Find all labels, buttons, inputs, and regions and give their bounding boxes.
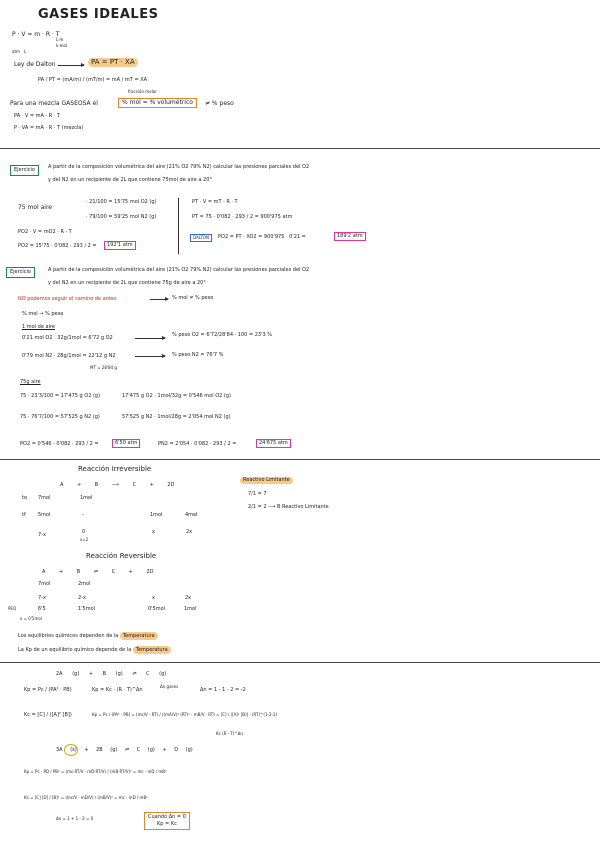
ex1-o2: · 21/100 = 15'75 mol O2 (g) [86,199,157,205]
eq2-box-line1: Cuando Δn = 0 [148,814,186,820]
rev-r2-c: x [152,595,155,601]
reversible-equation: A + B ⇌ C + 2D [42,569,154,575]
rev-r3-c: 0'5mol [148,606,166,612]
exercise2-statement-line1: A partir de la composición volumétrica del aire (21% O2 79% N2) calcular las presiones parciales del O2 [48,267,310,273]
mixture-after: ≠ % peso [205,100,234,107]
page-title: GASES IDEALES [38,7,159,22]
ex2-p-o2: PO2 = 0'546 · 0'082 · 293 / 2 = [20,441,99,447]
rev-r2-a: 7-x [38,595,46,601]
irrev-x: x=2 [80,537,89,542]
eq1-kc: Kc = [C] / ([A]² [B]) [24,712,72,718]
warning: NO podemos seguir el camino de antes [18,296,117,302]
eq2-kc: Kc = [C] [D] / [B]² = (mc/V · mD/V) / (mB/V)² = mc · mD / mB² [24,795,148,800]
ex2-p-o2-result: 6'50 atm [112,439,140,448]
limiting-title: Reactivo Limitante [240,477,293,484]
rev-r2-b: 2-x [78,595,86,601]
reversible-title: Reacción Reversible [86,552,157,560]
arrow [150,299,168,300]
eq1-kp2: Kp = Kc · (R · T)^Δn [92,687,143,693]
dalton-tag: DALTON [190,234,212,242]
irrev-to-b: 1mol [80,495,93,501]
irreversible-equation: A + B ⟶ C + 2D [60,482,175,488]
note2 [18,648,171,653]
unit-lmol: L·m [56,37,64,42]
ex2-p-n2: PN2 = 2'054 · 0'082 · 293 / 2 = [158,441,237,447]
note1 [18,634,158,639]
unit-atm: atm [12,49,20,54]
rev-r2-d: 2x [185,595,192,601]
limiting-l2: 2/1 = 2 ⟶ B Reactivo Limitante [248,504,329,510]
ex1-air: 75 mol aire [18,204,53,211]
eq1-kp-expand: Kp = Pc / (PA² · PB) = (mc/V · RT) / ((mA/V)² (RT)² · mB/V · RT) = [C] / ([A]² [B]) · (RT)^(1-2-1) [92,712,278,717]
ex1-dalton-formula: PO2 = PT · XO2 = 900'975 · 0'21 = [218,234,306,240]
mixture-boxed: % mol = % volumétrico [118,98,197,108]
irrev-r3-b: 0 [82,529,86,535]
unit-k: k·mol [56,43,68,48]
eq2-dn: Δn = 1 + 1 - 2 = 0 [56,816,94,821]
arrow [58,65,84,66]
peq-label: PEQ [8,606,17,611]
ex1-dalton-result: 189'2 atm [334,232,366,241]
divider [0,148,600,149]
ex2-o2-result: % peso O2 = 6'72/28'84 · 100 = 23'3 % [172,332,272,338]
unit-l: L [24,49,27,54]
exercise1-statement-line1: A partir de la composición volumétrica del aire (21% O2 79% N2) calcular las presiones parciales del O2 [48,164,310,170]
dalton-ratio: PA / PT = (mA/m) / (mT/m) = mA / mT = XA [38,77,148,83]
dalton-label: Ley de Dalton [14,61,56,68]
ex2-p-n2-result: 24'675 atm [256,439,291,448]
ideal-gas-equation: P · V = m · R · T [12,31,60,38]
exercise-label: Ejercicio [10,165,39,176]
irrev-tf-a: 5mol [38,512,51,518]
ex1-eq: PO2 · V = mO2 · R · T [18,229,72,235]
ex2-calc-o2: 75 · 23'3/100 = 17'475 g O2 (g) [20,393,101,399]
eq2-kp: Kp = Pc · PD / PB² = (mc·RT/V · mD·RT/V) / (mB·RT/V)² = mc · mD / mB² [24,769,167,774]
irrev-to-a: 7mol [38,495,51,501]
ex2-o2-line: 0'21 mol O2 · 32g/1mol = 6'72 g O2 [22,335,113,341]
eq1-kp2-note: Δn gases [160,684,179,689]
irrev-r3-c: x [152,529,155,535]
ex1-total-eq: PT · V = mT · R · T [192,199,238,205]
arrow [135,356,165,357]
rev-x-note: x = 0'5mol [20,616,42,621]
rev-r3-b: 1'5mol [78,606,96,612]
exercise2-statement-line2: y del N2 en un recipiente de 2L que contiene 75g de aire a 20° [48,280,206,286]
eq1-kc-rt: Kc (R · T)^Δn [216,731,243,736]
irrev-tf-b: - [82,512,84,518]
ex2-n2-line: 0'79 mol N2 · 28g/1mol = 22'12 g N2 [22,353,116,359]
mixture-text: Para una mezcla GASEOSA el [10,100,98,107]
ex1-n2: · 79/100 = 59'25 mol N2 (g) [86,214,157,220]
divider [0,662,600,663]
eq1-dn: Δn = 1 - 1 - 2 = -2 [200,687,246,693]
arrow [135,338,165,339]
dalton-equation: PA = PT · XA [88,58,138,67]
limiting-l1: 7/1 = 7 [248,491,267,497]
ex2-calc-o2-mol: 17'475 g O2 · 1mol/32g = 0'546 mol O2 (g) [122,393,231,399]
rev-r3-a: 6'5 [38,606,46,612]
note2-highlight: Temperatura [133,646,171,654]
fraction-label: fracción molar [128,89,157,94]
note2-text: La Kp de un equilibrio químico depende de la [18,647,132,653]
note1-text: Los equilibrios químicos dependen de la [18,633,119,639]
eq2-conclusion-box [144,812,190,830]
warning-after: % mol ≠ % peso [172,295,214,301]
exercise-label: Ejercicio [6,267,35,278]
irrev-r3-d: 2x [186,529,193,535]
note1-highlight: Temperatura [120,632,158,640]
rev-r1-b: 2mol [78,581,91,587]
ex2-n2-result: % peso N2 = 76'7 % [172,352,224,358]
divider [0,459,600,460]
ex2-calc-n2-mol: 57'525 g N2 · 1mol/28g = 2'054 mol N2 (g) [122,414,231,420]
eq2-box-line2: Kp = Kc [157,821,177,827]
ex1-result: 192'1 atm [104,241,136,250]
air-75g: 75g aire [20,379,41,385]
row-label-to: to [22,495,28,501]
irreversible-title: Reacción Irreversible [78,465,152,473]
exercise1-statement-line2: y del N2 en un recipiente de 2L que contiene 75mol de aire a 20° [48,177,212,183]
ex2-total-mass: MT = 28'84 g [90,365,117,370]
mixture-eq2: P · VA = mA · R · T (mezcla) [14,125,84,131]
mol-air: 1 mol de aire [22,324,55,330]
ex1-calc: PO2 = 15'75 · 0'082 · 293 / 2 = [18,243,97,249]
irrev-r3-a: 7-x [38,532,46,538]
rev-r1-a: 7mol [38,581,51,587]
eq2-reaction: 3A (s) + 2B (g) ⇌ C (g) + D (g) [56,747,193,753]
pct-line: % mol → % peso [22,311,64,317]
ex2-calc-n2: 75 · 76'7/100 = 57'525 g N2 (g) [20,414,100,420]
eq1-reaction: 2A (g) + B (g) ⇌ C (g) [56,671,167,677]
eq1-kp: Kp = Pc / (PA² · PB) [24,687,72,693]
irrev-tf-d: 4mol [185,512,198,518]
row-label-tf: tf [22,512,26,518]
mixture-eq1: PA · V = mA · R · T [14,113,61,119]
divider-vertical [178,198,179,254]
ex1-total-calc: PT = 75 · 0'082 · 293 / 2 = 900'975 atm [192,214,293,220]
circle-mark [64,744,78,756]
rev-r3-d: 1mol [184,606,197,612]
irrev-tf-c: 1mol [150,512,163,518]
